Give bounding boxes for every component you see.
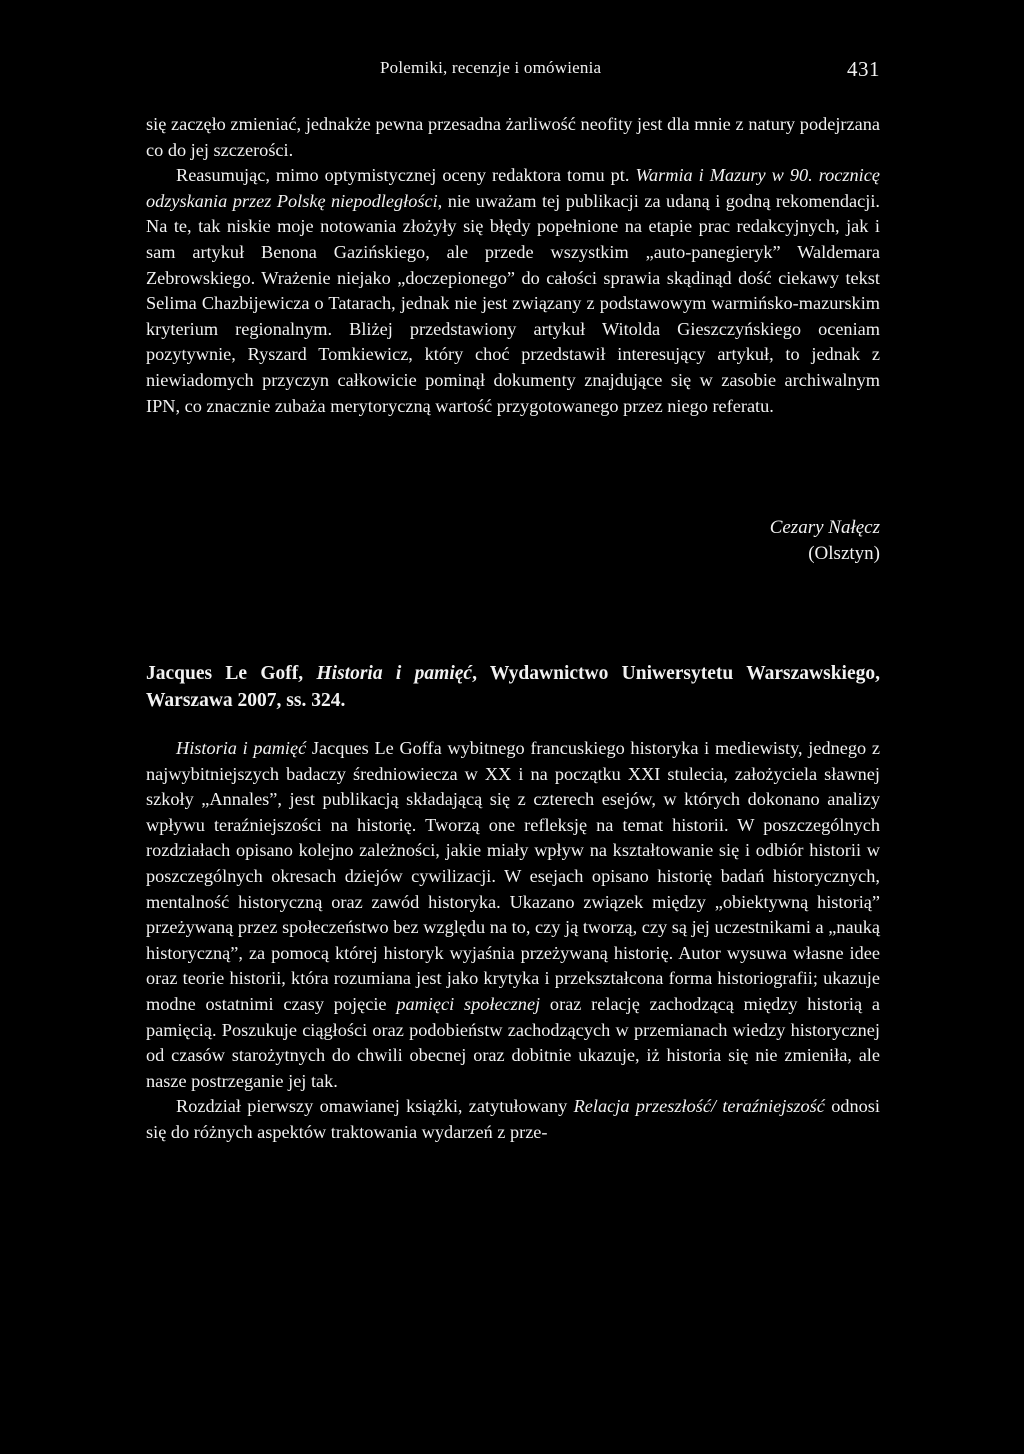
- chapter-title: Relacja przeszłość/ teraźniejszość: [573, 1096, 825, 1117]
- paragraph: [146, 163, 880, 419]
- text-run: Reasumując, mimo optymistycznej oceny redaktora tomu pt.: [176, 165, 636, 186]
- reviewer-place: (Olsztyn): [808, 543, 880, 564]
- paragraph: się zaczęło zmieniać, jednakże pewna przesadna żarliwość neofity jest dla mnie z natury podejrzana co do jej szczerości.: [146, 114, 880, 160]
- book-title: Historia i pamięć: [176, 738, 307, 758]
- text-run: Jacques Le Goffa wybitnego francuskiego historyka i mediewisty, jednego z najwybitniejszych badaczy średniowiecza w XX i na początku XXI stulecia, założyciela sławnej szkoły „Annales”, jest publikacją składającą się z czterech esejów, w których dokonano analizy wpływu teraźniejszości na historię. Tworzą one refleksję na temat historii. W poszczególnych rozdziałach opisano kolejno zależności, jakie miały wpływ na kształtowanie się i odbiór historii w poszczególnych okresach dziejów cywilizacji. W esejach opisano historię badań historycznych, mentalność historyczną oraz zawód historyka. Ukazano związek między „obiektywną historią” przeżywaną przez społeczeństwo bez względu na to, czy ją tworzą, czy są jej uczestnikami a „nauką historyczną”, za pomocą której historyk wyjaśnia przeżywaną historię. Autor wysuwa własne idee oraz teorie historii, która rozumiana jest jako krytyka i przekształcona forma historiografii; ukazuje modne ostatnimi czasy pojęcie: [146, 738, 880, 1014]
- running-title: Polemiki, recenzje i omówienia: [380, 58, 602, 77]
- paragraph: [146, 1094, 880, 1145]
- text-run: oraz relację zachodzącą między historią a pamięcią. Poszukuje ciągłości oraz podobieństw zachodzących w przemianach wiedzy historycznej od czasów starożytnych do chwili obecnej oraz dobitnie ukazuje, iż historia się nie zmieniła, ale nasze postrzeganie jej tak.: [146, 993, 880, 1091]
- text-run: , nie uważam tej publikacji za udaną i godną rekomendacji. Na te, tak niskie moje notowania złożyły się błędy popełnione na etapie prac redakcyjnych, jak i sam artykuł Benona Gazińskiego, ale przede wszystkim „auto-panegieryk” Waldemara Zebrowskiego. Wrażenie niejako „doczepionego” do całości sprawia skądinąd dość ciekawy tekst Selima Chazbijewicza o Tatarach, jednak nie jest związany z podstawowym warmińsko-mazurskim kryterium regionalnym. Bliżej przedstawiony artykuł Witolda Gieszczyńskiego oceniam pozytywnie, Ryszard Tomkiewicz, który choć przedstawił interesujący artykuł, to jednak z niewiadomych przyczyn całkowicie pominął dokumenty znajdujące się w zasobie archiwalnym IPN, co znacznie zubaża merytoryczną wartość przygotowanego przez niego referatu.: [146, 190, 880, 416]
- book-title: Historia i pamięć: [316, 663, 473, 684]
- review-signature: [770, 515, 880, 567]
- reviewer-name: Cezary Nałęcz: [769, 517, 880, 538]
- review-one-text: [146, 112, 880, 419]
- page-number: 431: [847, 57, 880, 81]
- review-two-text: [146, 736, 880, 1146]
- book-details: , Wydawnictwo Uniwersytetu Warszawskiego, Warszawa 2007, ss. 324.: [146, 663, 880, 711]
- review-heading: [146, 660, 880, 714]
- document-page: [146, 0, 880, 1454]
- running-header: [146, 58, 880, 84]
- book-author: Jacques Le Goff,: [146, 663, 317, 684]
- text-run: Rozdział pierwszy omawianej książki, zatytułowany: [176, 1096, 574, 1117]
- book-title: Warmia i Mazury w 90. rocznicę odzyskania przez Polskę niepodległości: [146, 165, 880, 211]
- term: pamięci społecznej: [396, 993, 541, 1014]
- paragraph: [146, 736, 880, 1094]
- text-run: odnosi się do różnych aspektów traktowania wydarzeń z prze-: [146, 1096, 880, 1142]
